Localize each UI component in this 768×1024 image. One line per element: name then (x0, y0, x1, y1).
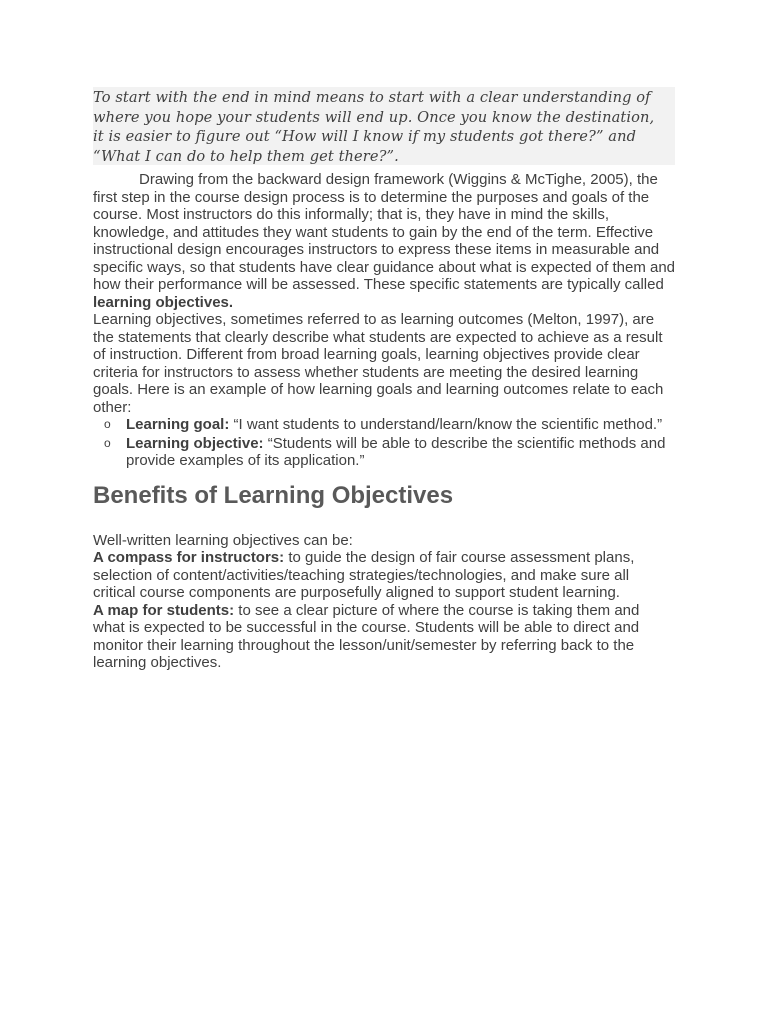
intro-paragraph (93, 171, 675, 311)
circle-bullet-icon: o (104, 435, 111, 450)
list-item-learning-goal (104, 416, 675, 434)
list-item-text: “Students will be able to describe the scientific methods and provide examples of its application.” (126, 434, 666, 469)
document-page (93, 87, 675, 672)
list-item-learning-objective (104, 434, 675, 470)
benefit-label: A compass for instructors: (93, 549, 285, 566)
learning-objectives-term: learning objectives. (93, 293, 234, 311)
benefit-map (93, 602, 675, 672)
benefit-compass (93, 549, 675, 602)
example-list (93, 416, 675, 470)
benefit-label: A map for students: (93, 601, 235, 619)
benefit-text: to see a clear picture of where the course is taking them and what is expected to be successful in the course. Students will be able to direct and monitor their learning throughout the lesson/unit/semester by referring back to the learning objectives. (93, 601, 640, 671)
quote-block: To start with the end in mind means to start with a clear understanding of where you hope your students will end up. Once you know the destination, it is easier to figure out “How will I know if my students got there?” and “What I can do to help them get there?”. (93, 87, 675, 165)
circle-bullet-icon: o (104, 417, 111, 431)
list-item-label: Learning goal: (126, 416, 230, 433)
list-item-text: “I want students to understand/learn/know the scientific method.” (229, 416, 663, 433)
section-heading: Benefits of Learning Objectives (93, 481, 454, 509)
benefits-intro: Well-written learning objectives can be: (93, 531, 353, 549)
intro-paragraph-text: Drawing from the backward design framework (Wiggins & McTighe, 2005), the first step in the course design process is to determine the purposes and goals of the course. Most instructors do this informally; that is, they have in mind the skills, knowledge, and attitudes they want students to gain by the end of the term. Effective instructional design encourages instructors to express these items in measurable and specific ways, so that students have clear guidance about what is expected of them and how their performance will be assessed. These specific statements are typically called (93, 171, 676, 293)
benefit-text: to guide the design of fair course assessment plans, selection of content/activities/teaching strategies/technologies, and make sure all critical course components are purposefully aligned to support student learning. (93, 549, 635, 601)
list-item-label: Learning objective: (126, 434, 264, 452)
definition-paragraph: Learning objectives, sometimes referred to as learning outcomes (Melton, 1997), are the statements that clearly describe what students are expected to achieve as a result of instruction. Different from broad learning goals, learning objectives provide clear criteria for instructors to assess whether students are meeting the desired learning goals. Here is an example of how learning goals and learning outcomes relate to each other: (93, 311, 664, 416)
